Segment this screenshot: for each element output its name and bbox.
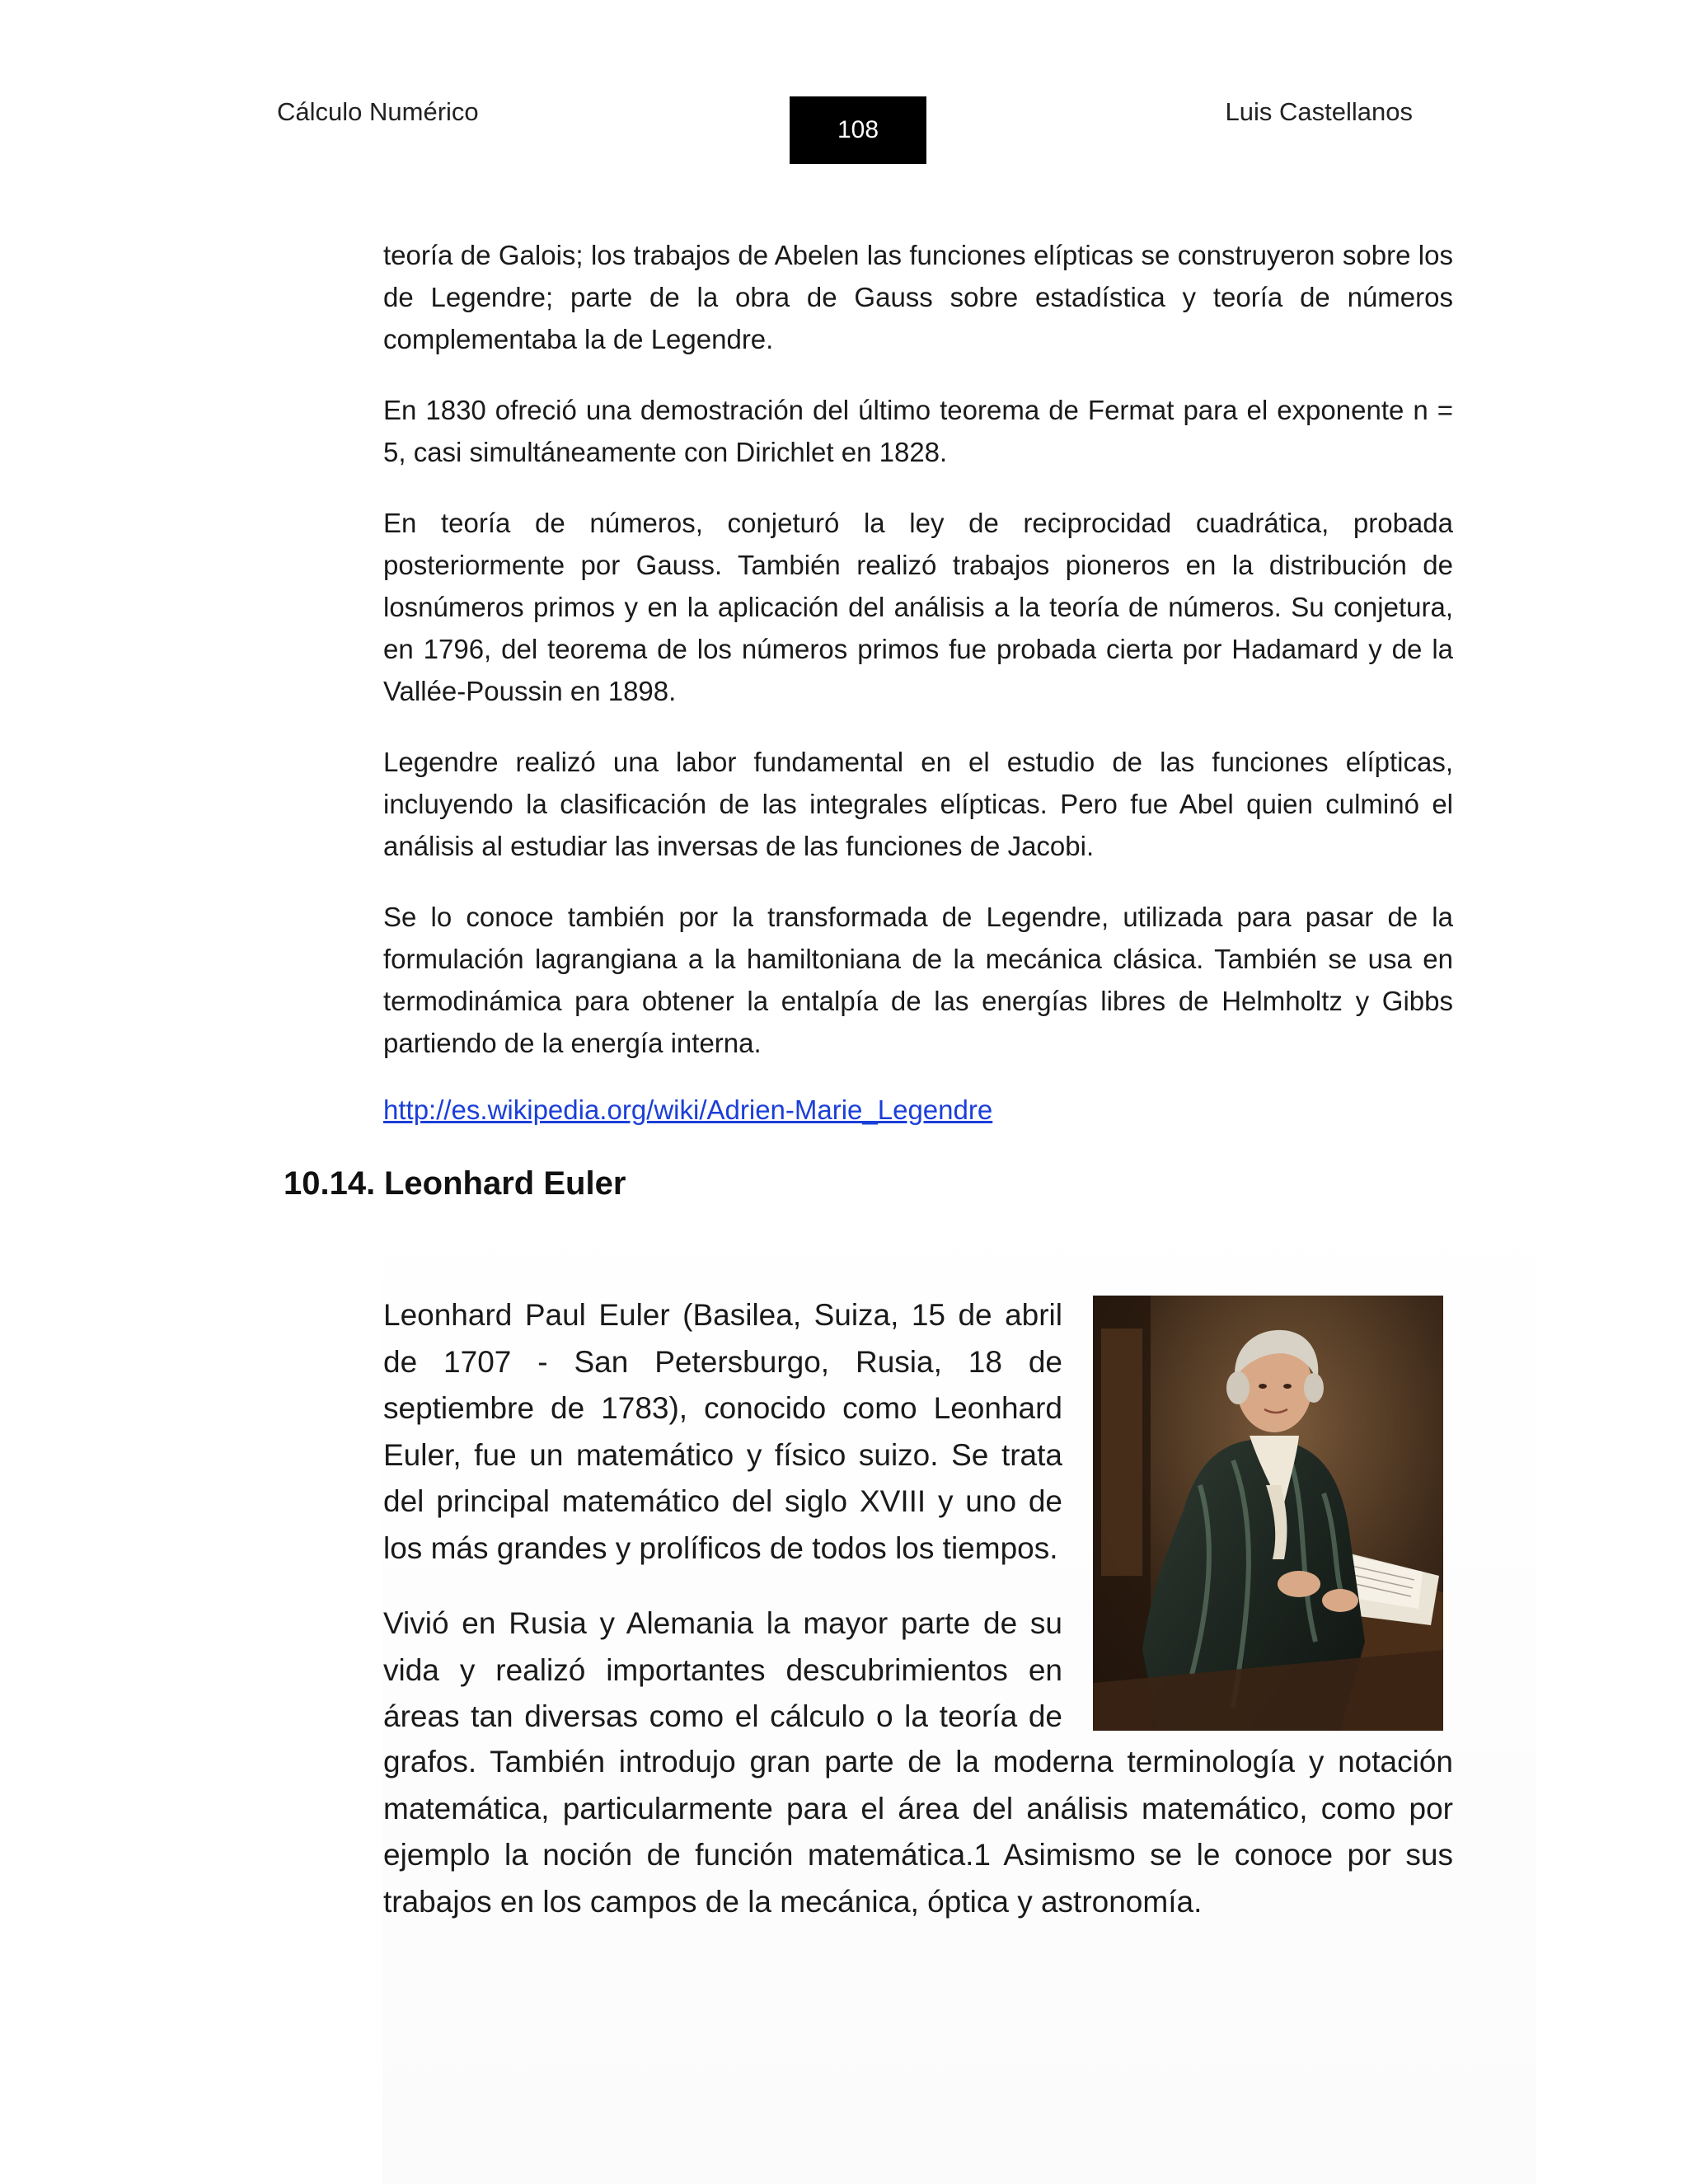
paragraph: Vivió en Rusia y Alemania la mayor parte de su vida y realizó importantes descubrimientos en áreas tan diversas como el cálculo o la teoría de <box>383 1606 1062 1733</box>
paragraph: teoría de Galois; los trabajos de Abelen las funciones elípticas se construyeron sobre los de Legendre; parte de la obra de Gauss sobre estadística y teoría de números complementaba la de Legendre. <box>383 240 1453 354</box>
running-header-author: Luis Castellanos <box>1225 97 1413 126</box>
section-number: 10.14. <box>284 1165 376 1202</box>
paragraph: En 1830 ofreció una demostración del último teorema de Fermat para el exponente n = 5, casi simultáneamente con Dirichlet en 1828. <box>383 395 1453 467</box>
euler-portrait-image <box>1093 1296 1443 1731</box>
page-number-box: 108 <box>790 96 926 164</box>
section-title: Leonhard Euler <box>384 1165 626 1202</box>
section-heading <box>284 1165 626 1202</box>
euler-text-narrow <box>383 1292 1062 1769</box>
legendre-text <box>383 234 1453 1093</box>
paragraph: En teoría de números, conjeturó la ley de reciprocidad cuadrática, probada posteriormente por Gauss. También realizó trabajos pioneros en la distribución de losnúmeros primos y en la aplicación del análisis a la teoría de números. Su conjetura, en 1796, del teorema de los números primos fue probada cierta por Hadamard y de la Vallée-Poussin en 1898. <box>383 508 1453 706</box>
euler-text-wide <box>383 1739 1453 1925</box>
paragraph: Legendre realizó una labor fundamental en el estudio de las funciones elípticas, incluyendo la clasificación de las integrales elípticas. Pero fue Abel quien culminó el análisis al estudiar las inversas de las funciones de Jacobi. <box>383 747 1453 861</box>
paragraph: grafos. También introdujo gran parte de la moderna terminología y notación matemática, particularmente para el área del análisis matemático, como por ejemplo la noción de función matemática.1 Asimismo se le conoce por sus trabajos en los campos de la mecánica, óptica y astronomía. <box>383 1745 1453 1919</box>
running-header-title: Cálculo Numérico <box>277 97 479 126</box>
wikipedia-link[interactable]: http://es.wikipedia.org/wiki/Adrien-Marie_Legendre <box>383 1094 993 1125</box>
paragraph: Se lo conoce también por la transformada de Legendre, utilizada para pasar de la formulación lagrangiana a la hamiltoniana de la mecánica clásica. También se usa en termodinámica para obtener la entalpía de las energías libres de Helmholtz y Gibbs partiendo de la energía interna. <box>383 902 1453 1058</box>
paragraph: Leonhard Paul Euler (Basilea, Suiza, 15 de abril de 1707 - San Petersburgo, Rusia, 18 de septiembre de 1783), conocido como Leonhard Euler, fue un matemático y físico suizo. Se trata del principal matemático del siglo XVIII y uno de los más grandes y prolíficos de todos los tiempos. <box>383 1298 1062 1565</box>
portrait-illustration <box>1093 1296 1443 1731</box>
